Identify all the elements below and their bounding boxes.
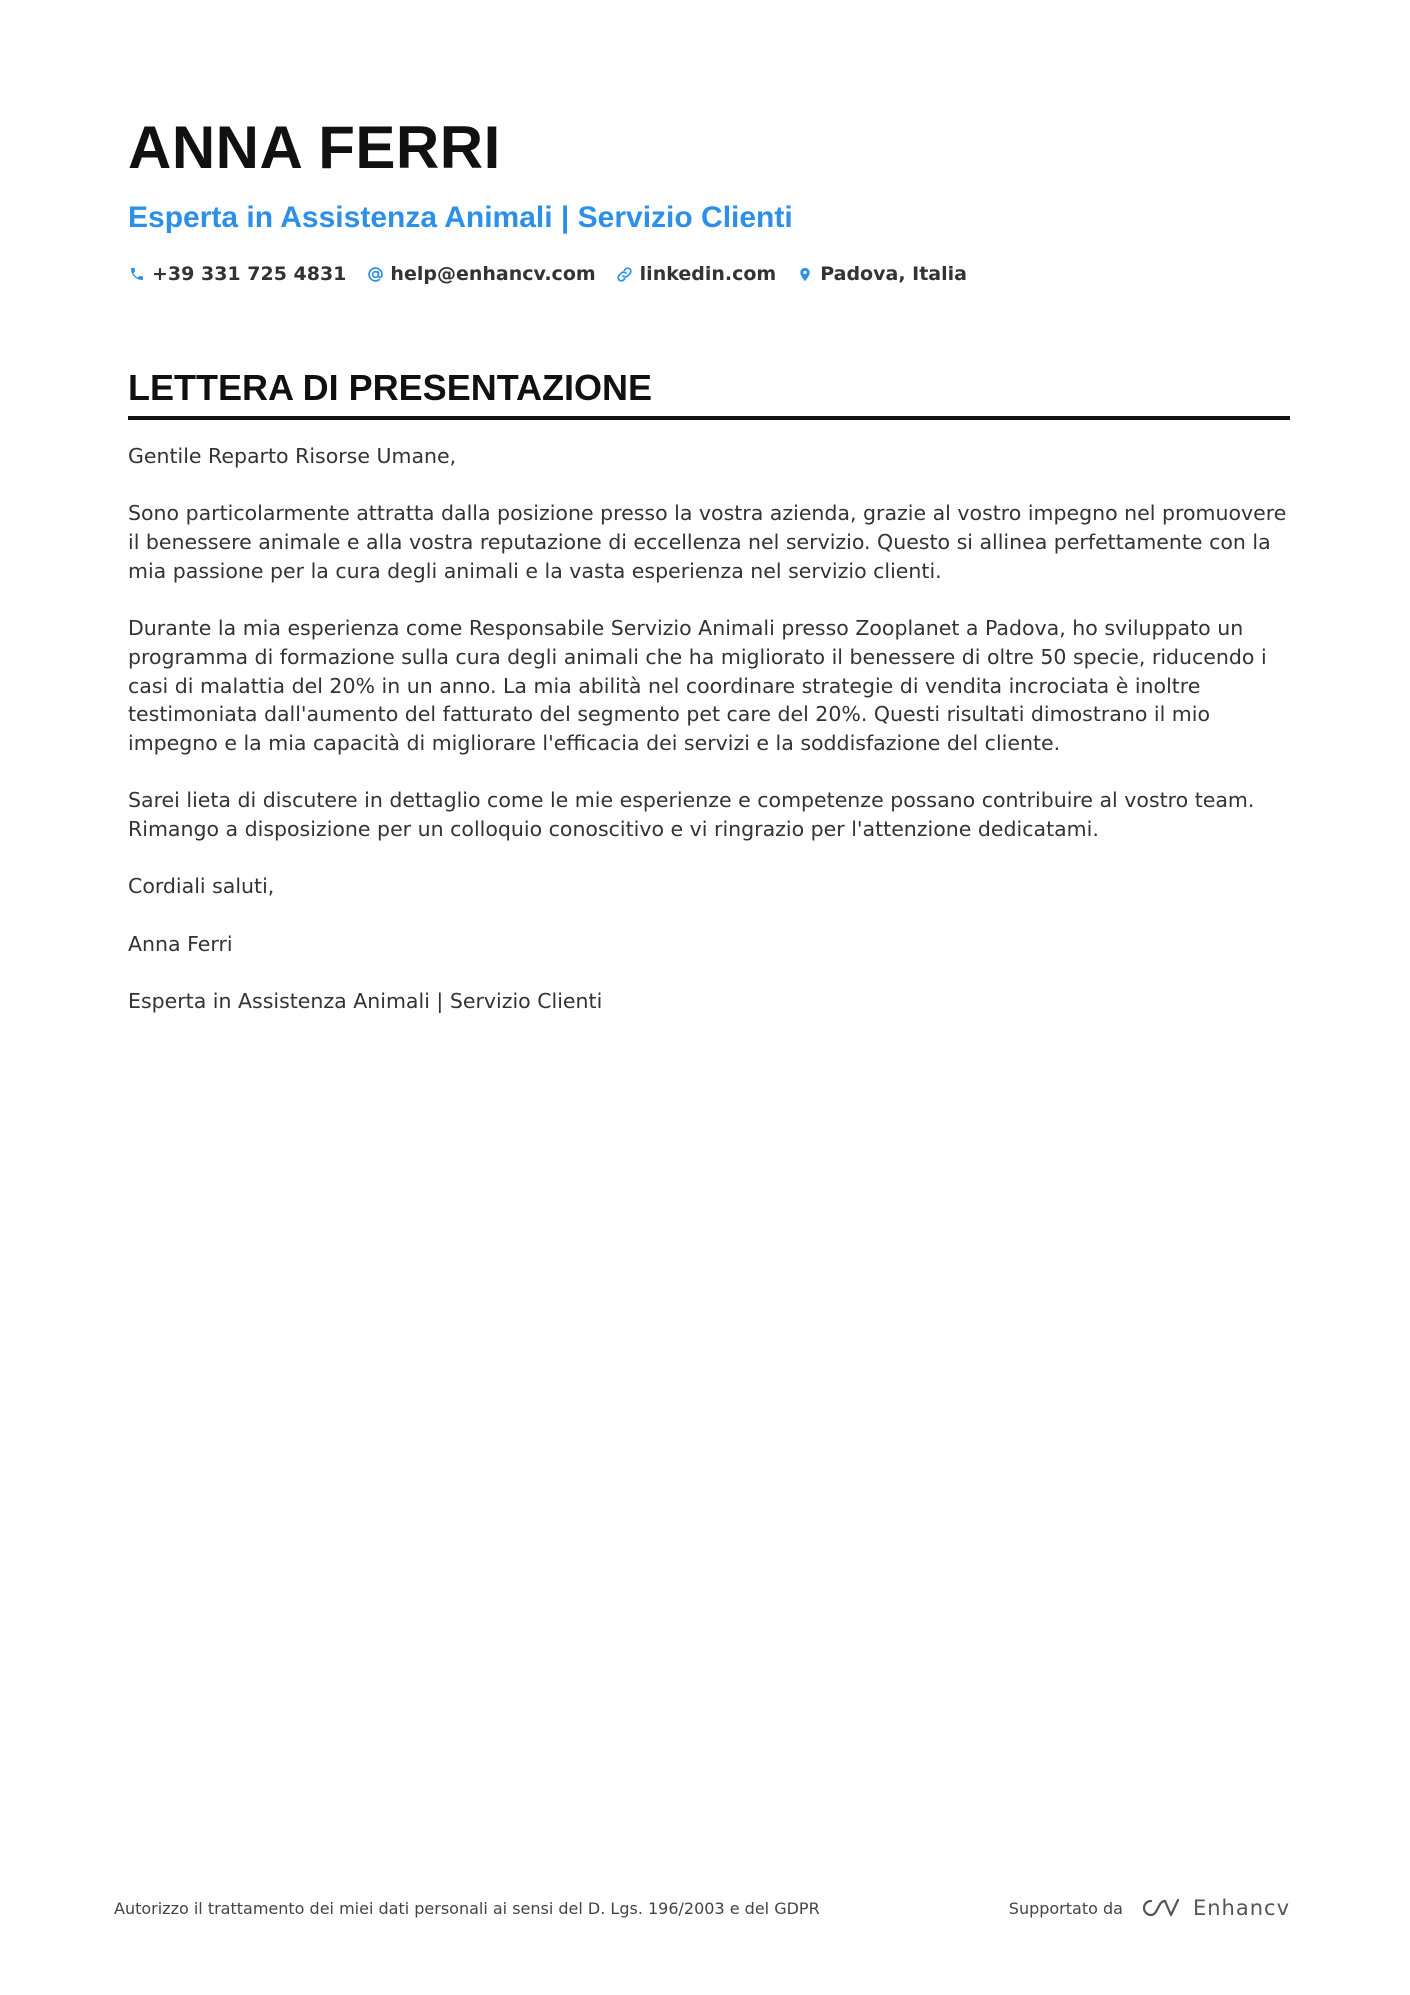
letter-greeting: Gentile Reparto Risorse Umane, bbox=[128, 444, 457, 468]
contact-phone bbox=[128, 263, 346, 285]
contact-location bbox=[796, 263, 967, 285]
letter-paragraph: Sarei lieta di discutere in dettaglio come le mie esperienze e competenze possano contribuire al vostro team. Rimango a disposizione per un colloquio conoscitivo e vi ringrazio per l'attenzione dedicatami. bbox=[128, 788, 1255, 842]
powered-by-label: Supportato da bbox=[1008, 1898, 1123, 1918]
powered-by[interactable] bbox=[1009, 1895, 1290, 1921]
letter-section bbox=[128, 364, 1290, 1045]
contact-email[interactable] bbox=[366, 263, 595, 285]
letter-paragraph: Sono particolarmente attratta dalla posizione presso la vostra azienda, grazie al vostro impegno nel promuovere il benessere animale e alla vostra reputazione di eccellenza nel servizio. Questo si allinea perfettamente con la mia passione per la cura degli animali e la vasta esperienza nel servizio clienti. bbox=[128, 501, 1287, 583]
phone-icon bbox=[128, 265, 146, 283]
letter-paragraph: Durante la mia esperienza come Responsabile Servizio Animali presso Zooplanet a Padova, ho sviluppato un programma di formazione sulla cura degli animali che ha migliorato il benessere di oltre 50 specie, riducendo i casi di malattia del 20% in un anno. La mia abilità nel coordinare strategie di vendita incrociata è inoltre testimoniata dall'aumento del fatturato del segmento pet care del 20%. Questi risultati dimostrano il mio impegno e la mia capacità di migliorare l'efficacia dei servizi e la soddisfazione del cliente. bbox=[128, 616, 1267, 755]
header bbox=[128, 108, 1290, 288]
signature-role: Esperta in Assistenza Animali | Servizio Clienti bbox=[128, 989, 603, 1014]
contact-bar bbox=[128, 260, 1290, 288]
link-icon bbox=[616, 265, 634, 283]
contact-linkedin-text: linkedin.com bbox=[639, 263, 777, 285]
contact-email-text: help@enhancv.com bbox=[390, 263, 596, 285]
contact-phone-text: +39 331 725 4831 bbox=[152, 263, 347, 285]
location-pin-icon bbox=[796, 265, 814, 283]
privacy-consent: Autorizzo il trattamento dei miei dati personali ai sensi del D. Lgs. 196/2003 e del GDPR bbox=[114, 1898, 820, 1918]
section-divider bbox=[128, 416, 1290, 420]
at-icon bbox=[366, 265, 384, 283]
section-title: LETTERA DI PRESENTAZIONE bbox=[128, 367, 653, 408]
letter-body bbox=[128, 442, 1290, 1016]
contact-linkedin[interactable] bbox=[616, 263, 777, 285]
enhancv-logo-icon bbox=[1135, 1895, 1181, 1921]
signature-name: Anna Ferri bbox=[128, 931, 233, 956]
contact-location-text: Padova, Italia bbox=[820, 263, 967, 285]
candidate-name: ANNA FERRI bbox=[128, 114, 501, 181]
brand-name: Enhancv bbox=[1192, 1896, 1290, 1920]
letter-closing: Cordiali saluti, bbox=[128, 874, 275, 899]
footer bbox=[114, 1890, 1290, 1926]
candidate-role: Esperta in Assistenza Animali | Servizio Clienti bbox=[128, 201, 793, 234]
